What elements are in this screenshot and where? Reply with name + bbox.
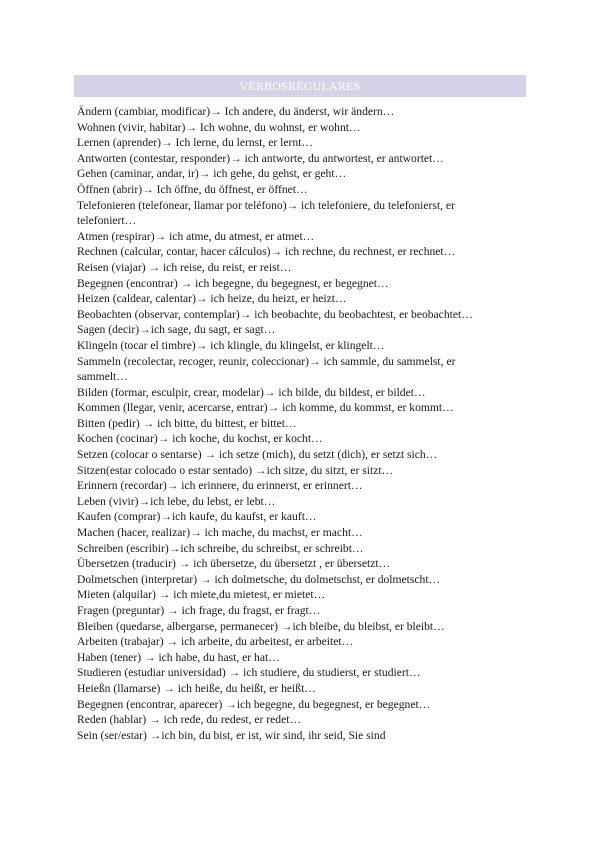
verb-line: Sein (ser/estar) →ich bin, du bist, er ist, wir sind, ihr seid, Sie sind — [77, 728, 386, 742]
verb-line: Machen (hacer, realizar)→ ich mache, du machst, er macht… — [77, 526, 363, 540]
verb-line: Klingeln (tocar el timbre)→ ich klingle, du klingelst, er klingelt… — [77, 338, 385, 352]
verb-line: sammelt… — [77, 370, 128, 384]
verb-line: Studieren (estudiar universidad) → ich studiere, du studierst, er studiert… — [77, 666, 421, 680]
verb-line: Heießn (llamarse) → ich heiße, du heißt, er heißt… — [77, 681, 316, 695]
verb-line: Setzen (colocar o sentarse) → ich setze (mich), du setzt (dich), er setzt sich… — [77, 448, 438, 462]
verb-line: Beobachten (observar, contemplar)→ ich beobachte, du beobachtest, er beobachtet… — [77, 307, 473, 321]
verb-line: Kaufen (comprar)→ich kaufe, du kaufst, er kauft… — [77, 510, 317, 524]
verb-line: Telefonieren (telefonear, llamar por teléfono)→ ich telefoniere, du telefonierst, er — [77, 198, 455, 212]
verb-line: Übersetzen (traducir) → ich übersetze, du übersetzt , er übersetzt… — [77, 557, 391, 571]
verb-line: Schreiben (escribir)→ich schreibe, du schreibst, er schreibt… — [77, 541, 364, 555]
verb-line: Kommen (llegar, venir, acercarse, entrar)→ ich komme, du kommst, er kommt… — [77, 401, 454, 415]
verb-line: Gehen (caminar, andar, ir)→ ich gehe, du gehst, er geht… — [77, 167, 347, 181]
verb-line: Wohnen (vivir, habitar)→ Ich wohne, du wohnst, er wohnt… — [77, 120, 361, 134]
verb-line: Begegnen (encontrar, aparecer) →ich begegne, du begegnest, er begegnet… — [77, 697, 431, 711]
verb-line: Heizen (caldear, calentar)→ ich heize, du heizt, er heizt… — [77, 292, 347, 306]
verb-line: Antworten (contestar, responder)→ ich antworte, du antwortest, er antwortet… — [77, 151, 444, 165]
verb-line: Begegnen (encontrar) → ich begegne, du begegnest, er begegnet… — [77, 276, 389, 290]
verb-line: Kochen (cocinar)→ ich koche, du kochst, er kocht… — [77, 432, 323, 446]
verb-line: Atmen (respirar)→ ich atme, du atmest, er atmet… — [77, 229, 315, 243]
verb-line: Ändern (cambiar, modificar)→ Ich andere, du änderst, wir ändern… — [77, 105, 395, 118]
verb-line: Leben (vivir)→ich lebe, du lebst, er lebt… — [77, 494, 276, 508]
verb-line: Haben (tener) → ich habe, du hast, er hat… — [77, 650, 280, 664]
verb-line: Reden (hablar) → ich rede, du redest, er redet… — [77, 713, 302, 727]
verb-line: telefoniert… — [77, 214, 137, 228]
verb-line: Bilden (formar, esculpir, crear, modelar)→ ich bilde, du bildest, er bildet… — [77, 385, 426, 399]
verb-line: Sammeln (recolectar, recoger, reunir, coleccionar)→ ich sammle, du sammelst, er — [77, 354, 456, 368]
verb-line: Dolmetschen (interpretar) → ich dolmetsche, du dolmetschst, er dolmetscht… — [77, 572, 441, 586]
verb-line: Reisen (viajar) → ich reise, du reist, er reist… — [77, 260, 292, 274]
verb-line: Fragen (preguntar) → ich frage, du fragst, er fragt… — [77, 604, 321, 617]
verb-list — [77, 104, 527, 743]
verb-line: Arbeiten (trabajar) → ich arbeite, du arbeitest, er arbeitet… — [77, 635, 354, 649]
verb-line: Lernen (aprender)→ Ich lerne, du lernst, er lernt… — [77, 136, 313, 150]
verb-line: Mieten (alquilar) → ich miete,du mietest, er mietet… — [77, 588, 326, 602]
verb-line: Erinnern (recordar)→ ich erinnere, du erinnerst, er erinnert… — [77, 479, 363, 493]
verb-line: Rechnen (calcular, contar, hacer cálculos)→ ich rechne, du rechnest, er rechnet… — [77, 245, 456, 259]
verb-line: Öffnen (abrir)→ Ich öffne, du öffnest, er öffnet… — [77, 182, 308, 196]
page-title: VERBOSREGULARES — [239, 78, 361, 93]
verb-line: Sagen (decir)→ich sage, du sagt, er sagt… — [77, 323, 276, 337]
title-banner — [74, 75, 526, 97]
verb-line: Bitten (pedir) → ich bitte, du bittest, er bittet… — [77, 416, 297, 430]
verb-line: Bleiben (quedarse, albergarse, permanecer) →ich bleibe, du bleibst, er bleibt… — [77, 619, 445, 633]
verb-line: Sitzen(estar colocado o estar sentado) →ich sitze, du sitzt, er sitzt… — [77, 463, 394, 477]
